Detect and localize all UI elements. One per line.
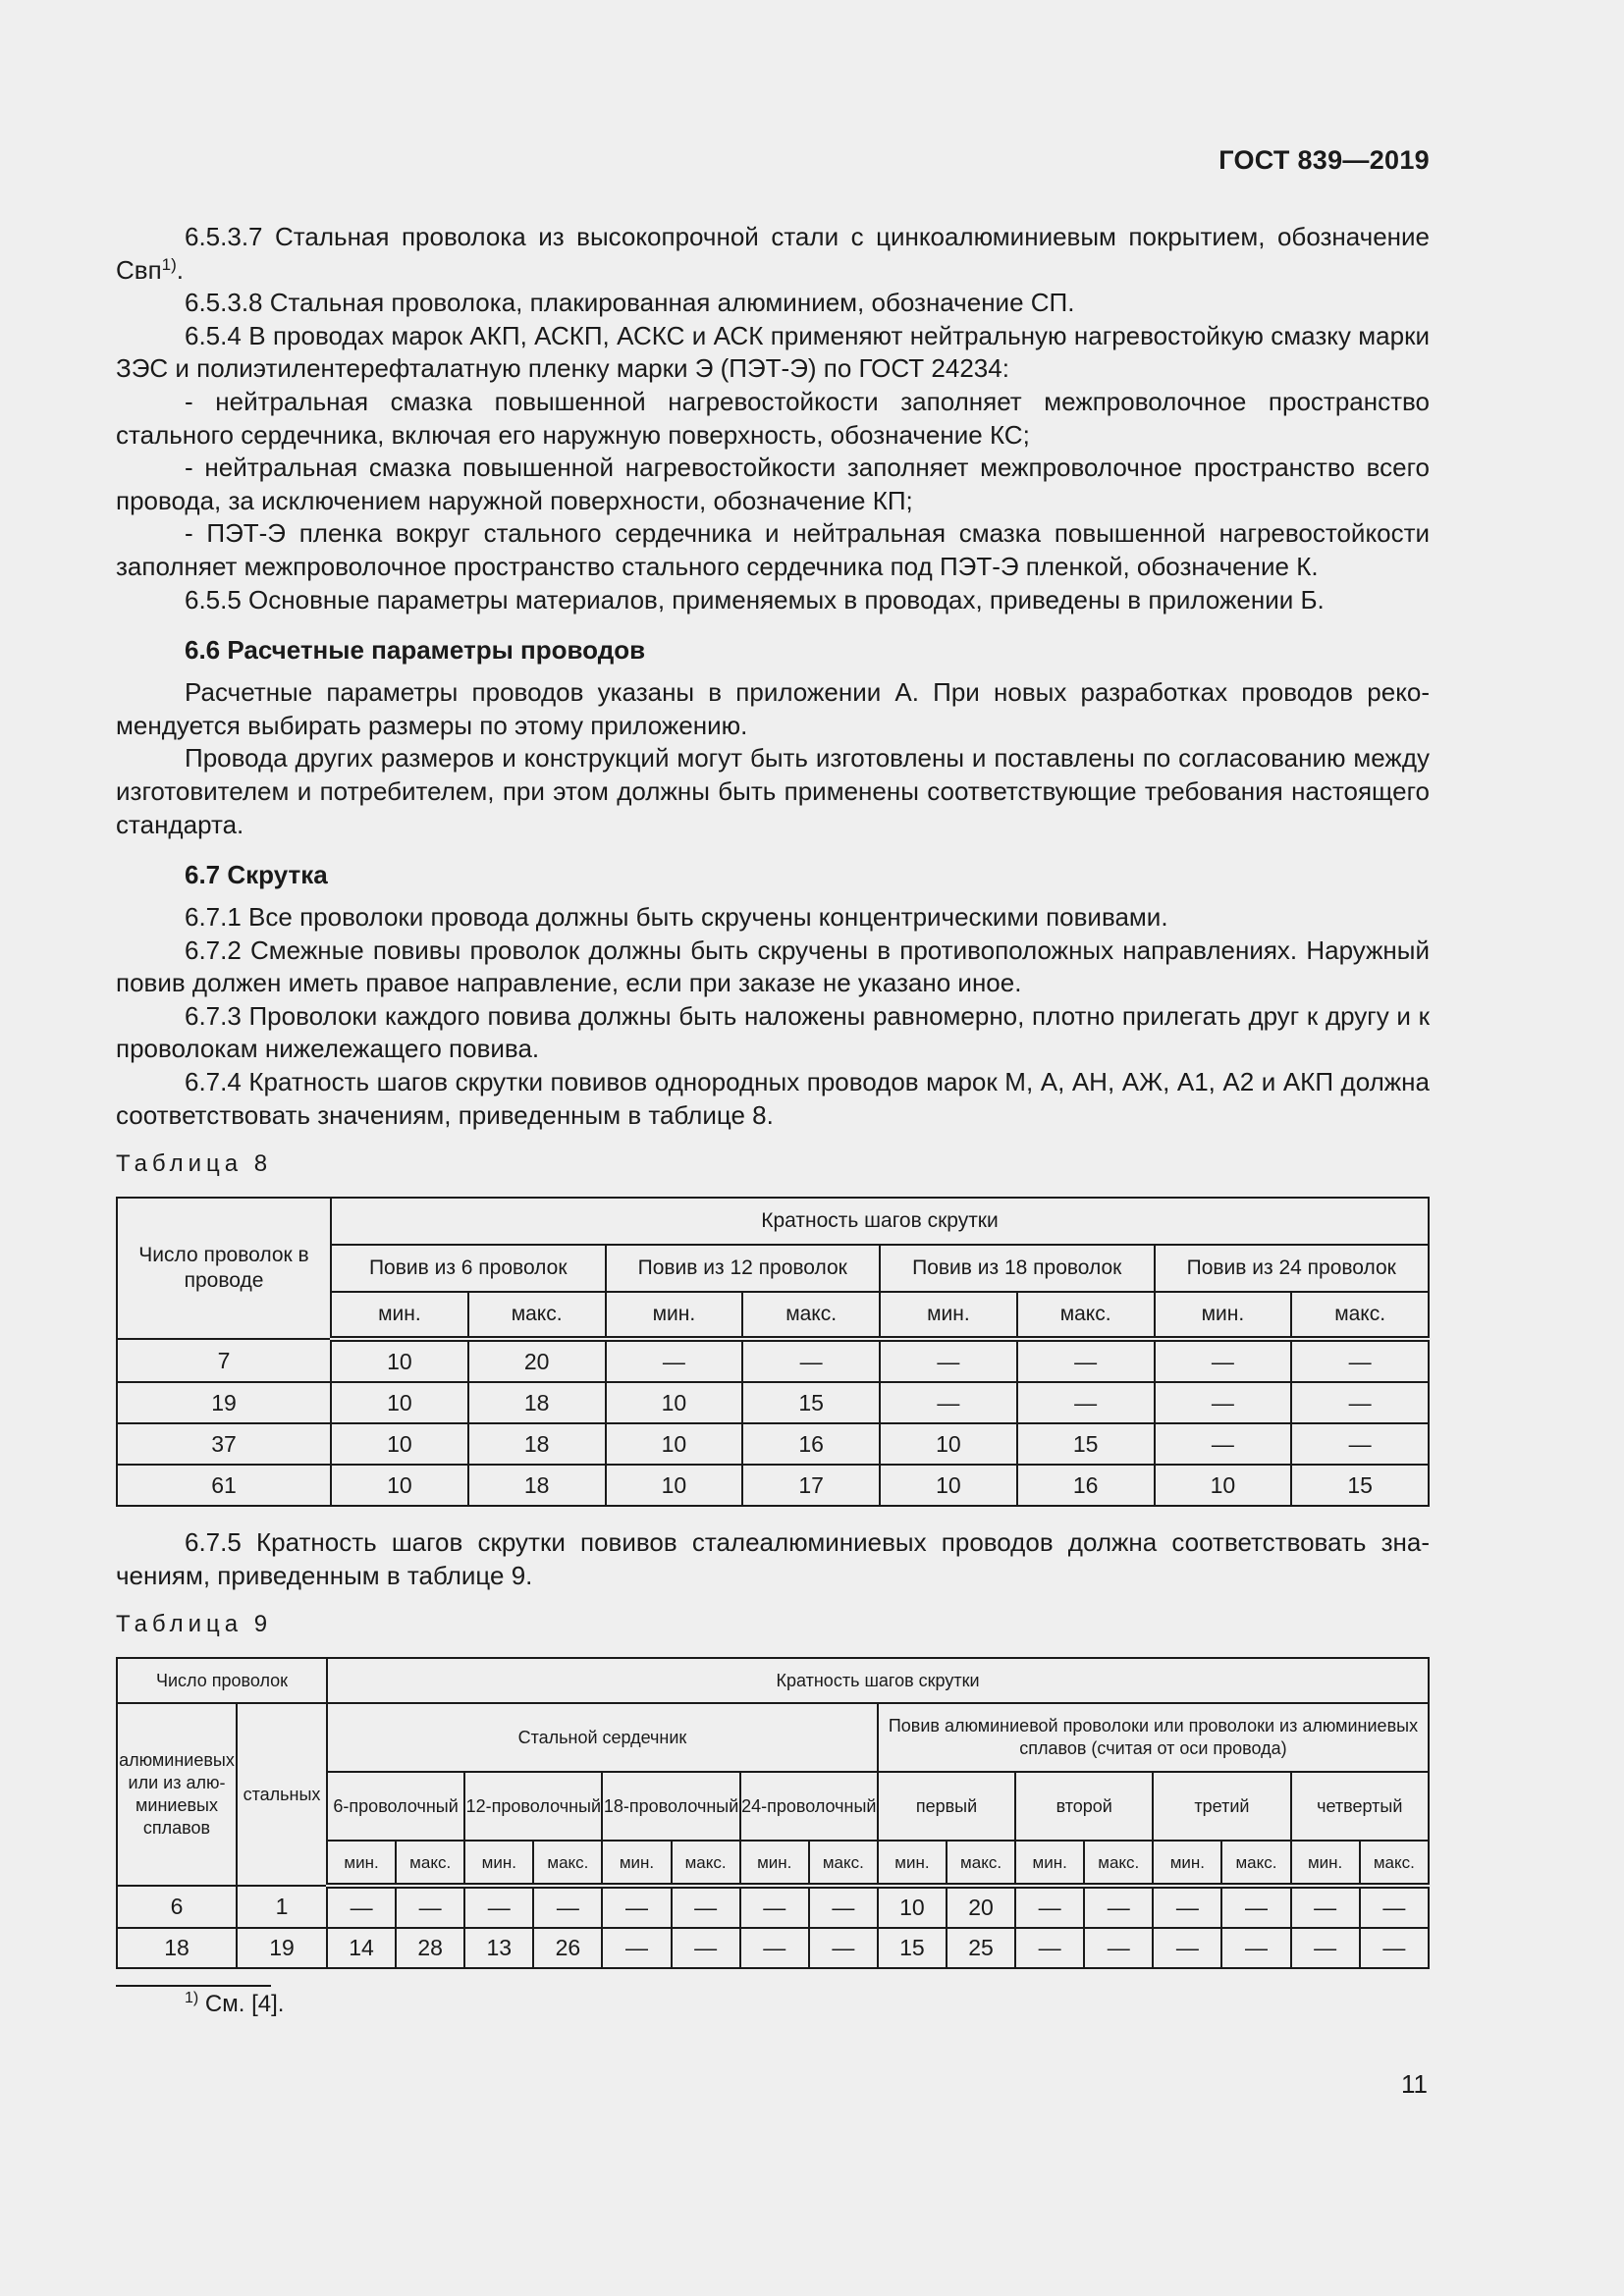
- table-header: алюминиевых или из алюминиевых сплавов: [117, 1703, 237, 1886]
- footnote-divider: [116, 1985, 271, 1987]
- table-cell: 10: [606, 1382, 743, 1423]
- table-cell: 37: [117, 1423, 331, 1465]
- paragraph-6-7-3: 6.7.3 Проволоки каждого повива должны быть наложены равномерно, плотно прилегать друг к другу и к проволокам нижележащего повива.: [116, 1000, 1430, 1064]
- table-header: мин.: [1015, 1841, 1084, 1886]
- table-cell: —: [1291, 1928, 1360, 1968]
- table-cell: 10: [331, 1382, 468, 1423]
- table-cell: —: [880, 1382, 1017, 1423]
- table-8-body: [117, 1339, 1429, 1506]
- table-cell: 18: [117, 1928, 237, 1968]
- table-cell: 10: [331, 1423, 468, 1465]
- table-header: Кратность шагов скрутки: [327, 1658, 1429, 1703]
- table-cell: —: [672, 1886, 740, 1928]
- table-cell: 18: [468, 1423, 606, 1465]
- paragraph-6-7-4: 6.7.4 Кратность шагов скрутки повивов однородных проводов марок М, А, АН, АЖ, А1, А2 и АКП должна соответствовать значениям, приведенным в таблице 8.: [116, 1067, 1430, 1130]
- table-cell: —: [1221, 1928, 1290, 1968]
- table-cell: 18: [468, 1465, 606, 1506]
- table-header: Повив из 12 проволок: [606, 1245, 881, 1292]
- table-header: 12-проволочный: [464, 1772, 602, 1841]
- table-cell: 16: [742, 1423, 880, 1465]
- table-8: [116, 1197, 1430, 1507]
- table-header: макс.: [468, 1292, 606, 1339]
- table-header: мин.: [880, 1292, 1017, 1339]
- table-cell: —: [1291, 1382, 1429, 1423]
- table-8-caption: Таблица 8: [116, 1150, 273, 1178]
- table-header: макс.: [1360, 1841, 1429, 1886]
- table-cell: —: [606, 1339, 743, 1382]
- table-cell: 13: [464, 1928, 533, 1968]
- table-cell: —: [1153, 1928, 1221, 1968]
- table-row: [117, 1465, 1429, 1506]
- table-cell: —: [396, 1886, 464, 1928]
- table-cell: —: [1155, 1382, 1292, 1423]
- page-content: [116, 221, 1430, 2018]
- table-cell: 10: [880, 1423, 1017, 1465]
- document-number: ГОСТ 839—2019: [1218, 145, 1430, 175]
- table-cell: —: [533, 1886, 602, 1928]
- table-header: четвертый: [1291, 1772, 1429, 1841]
- paragraph-6-7-2: 6.7.2 Смежные повивы проволок должны быть скручены в противоположных направлениях. Наружный повив должен иметь правое направление, если при заказе не указано иное.: [116, 934, 1430, 998]
- table-cell: —: [327, 1886, 396, 1928]
- list-item: - ПЭТ-Э пленка вокруг стального сердечника и нейтральная смазка повышенной нагревостойкости заполняет межпроволочное пространство стального сердечника под ПЭТ-Э пленкой, обозначение К.: [116, 518, 1430, 581]
- table-9: [116, 1657, 1430, 1969]
- paragraph-6-6-a: Расчетные параметры проводов указаны в приложении А. При новых разработках проводов рекомендуется выбирать размеры по этому приложению.: [116, 677, 1430, 740]
- table-header: Повив из 6 проволок: [331, 1245, 606, 1292]
- footnote-text: См. [4].: [204, 1991, 285, 2018]
- table-cell: 6: [117, 1886, 237, 1928]
- table-cell: —: [1153, 1886, 1221, 1928]
- table-cell: 26: [533, 1928, 602, 1968]
- table-header: стальных: [237, 1703, 327, 1886]
- table-header: Число проволок в проводе: [117, 1198, 331, 1339]
- table-cell: —: [1155, 1423, 1292, 1465]
- table-cell: 1: [237, 1886, 327, 1928]
- table-cell: 15: [742, 1382, 880, 1423]
- table-cell: 19: [117, 1382, 331, 1423]
- table-cell: —: [1155, 1339, 1292, 1382]
- table-header: мин.: [464, 1841, 533, 1886]
- table-cell: 10: [606, 1465, 743, 1506]
- table-header: Повив из 24 проволок: [1155, 1245, 1430, 1292]
- table-header: Повив из 18 проволок: [880, 1245, 1155, 1292]
- section-heading-6-6: 6.6 Расчетные параметры проводов: [185, 635, 646, 666]
- table-header: Повив алюминиевой проволоки или проволоки из алюминиевых сплавов (считая от оси провода): [878, 1703, 1429, 1772]
- table-header: мин.: [1153, 1841, 1221, 1886]
- table-header: мин.: [331, 1292, 468, 1339]
- table-cell: 28: [396, 1928, 464, 1968]
- table-cell: 20: [468, 1339, 606, 1382]
- table-header: второй: [1015, 1772, 1153, 1841]
- table-cell: 17: [742, 1465, 880, 1506]
- table-header: мин.: [327, 1841, 396, 1886]
- table-cell: —: [1015, 1928, 1084, 1968]
- table-cell: 10: [878, 1886, 947, 1928]
- table-header: макс.: [1221, 1841, 1290, 1886]
- table-cell: —: [742, 1339, 880, 1382]
- table-header: Стальной сердечник: [327, 1703, 878, 1772]
- table-cell: 10: [331, 1465, 468, 1506]
- table-cell: —: [880, 1339, 1017, 1382]
- table-cell: —: [1221, 1886, 1290, 1928]
- paragraph-6-5-3-7: 6.5.3.7 Стальная проволока из высокопрочной стали с цинкоалюминиевым покрытием, обозначение Свп$^{1)}$.: [116, 222, 1430, 285]
- table-cell: —: [1360, 1928, 1429, 1968]
- footnote-ref: 1): [161, 254, 177, 274]
- table-header: макс.: [809, 1841, 878, 1886]
- table-header: Кратность шагов скрутки: [331, 1198, 1429, 1245]
- table-header: мин.: [1155, 1292, 1292, 1339]
- table-cell: —: [1291, 1339, 1429, 1382]
- table-cell: 20: [947, 1886, 1015, 1928]
- page-number: 11: [1401, 2069, 1428, 2099]
- table-row: [117, 1423, 1429, 1465]
- table-cell: 15: [1017, 1423, 1155, 1465]
- table-cell: —: [1017, 1339, 1155, 1382]
- table-header: 18-проволочный: [602, 1772, 739, 1841]
- table-row: [117, 1339, 1429, 1382]
- paragraph-6-7-1: 6.7.1 Все проволоки провода должны быть скручены концентрическими повивами.: [185, 902, 1168, 933]
- table-header: 6-проволочный: [327, 1772, 464, 1841]
- table-header: макс.: [1084, 1841, 1153, 1886]
- table-header: мин.: [878, 1841, 947, 1886]
- table-header: третий: [1153, 1772, 1290, 1841]
- table-cell: 15: [878, 1928, 947, 1968]
- table-header: макс.: [1017, 1292, 1155, 1339]
- table-cell: 15: [1291, 1465, 1429, 1506]
- table-cell: —: [1360, 1886, 1429, 1928]
- list-item: - нейтральная смазка повышенной нагревостойкости заполняет межпроволочное пространство всего провода, за исключением наружной поверхности, обозначение КП;: [116, 453, 1430, 515]
- table-header: мин.: [602, 1841, 671, 1886]
- table-row: [117, 1928, 1429, 1968]
- table-header: макс.: [1291, 1292, 1429, 1339]
- paragraph-6-5-5: 6.5.5 Основные параметры материалов, применяемых в проводах, приведены в приложении Б.: [185, 584, 1325, 614]
- footnote-mark: 1): [185, 1990, 199, 2007]
- table-9-body: [117, 1886, 1429, 1968]
- table-cell: —: [602, 1886, 671, 1928]
- table-header: мин.: [1291, 1841, 1360, 1886]
- table-header: Число проволок: [117, 1658, 327, 1703]
- table-header: 24-проволочный: [740, 1772, 878, 1841]
- table-header: мин.: [740, 1841, 809, 1886]
- table-cell: —: [1084, 1928, 1153, 1968]
- table-cell: 10: [606, 1423, 743, 1465]
- table-cell: 16: [1017, 1465, 1155, 1506]
- table-cell: —: [1017, 1382, 1155, 1423]
- table-cell: —: [809, 1886, 878, 1928]
- paragraph-6-5-3-8: 6.5.3.8 Стальная проволока, плакированная алюминием, обозначение СП.: [185, 288, 1075, 318]
- paragraph-6-6-b: Провода других размеров и конструкций могут быть изготовлены и поставлены по согласованию между изготовителем и потребителем, при этом должны быть применены соответствующие требования настоящего стандарта.: [116, 743, 1430, 839]
- table-cell: —: [602, 1928, 671, 1968]
- section-heading-6-7: 6.7 Скрутка: [185, 860, 328, 890]
- paragraph-6-7-5: 6.7.5 Кратность шагов скрутки повивов сталеалюминиевых проводов должна соответствовать значениям, приведенным в таблице 9.: [116, 1527, 1430, 1590]
- table-cell: —: [809, 1928, 878, 1968]
- table-cell: 10: [880, 1465, 1017, 1506]
- table-cell: —: [740, 1928, 809, 1968]
- table-row: [117, 1382, 1429, 1423]
- table-cell: 61: [117, 1465, 331, 1506]
- paragraph-6-5-4: 6.5.4 В проводах марок АКП, АСКП, АСКС и АСК применяют нейтральную нагревостойкую смазку марки ЗЭС и полиэтилентерефталатную пленку марки Э (ПЭТ-Э) по ГОСТ 24234:: [116, 320, 1430, 384]
- table-header: макс.: [533, 1841, 602, 1886]
- table-header: первый: [878, 1772, 1015, 1841]
- table-header: мин.: [606, 1292, 743, 1339]
- table-header: макс.: [742, 1292, 880, 1339]
- table-cell: —: [1084, 1886, 1153, 1928]
- table-cell: 19: [237, 1928, 327, 1968]
- table-cell: —: [672, 1928, 740, 1968]
- table-cell: 14: [327, 1928, 396, 1968]
- table-cell: —: [1291, 1886, 1360, 1928]
- table-cell: 18: [468, 1382, 606, 1423]
- list-item: - нейтральная смазка повышенной нагревостойкости заполняет межпроволочное пространство стального сердечника, включая его наружную поверхность, обозначение КС;: [116, 386, 1430, 450]
- table-cell: 25: [947, 1928, 1015, 1968]
- table-header: макс.: [396, 1841, 464, 1886]
- table-cell: 10: [1155, 1465, 1292, 1506]
- table-cell: 10: [331, 1339, 468, 1382]
- table-cell: 7: [117, 1339, 331, 1382]
- table-cell: —: [464, 1886, 533, 1928]
- table-cell: —: [1015, 1886, 1084, 1928]
- table-row: [117, 1886, 1429, 1928]
- table-cell: —: [1291, 1423, 1429, 1465]
- table-header: макс.: [672, 1841, 740, 1886]
- table-cell: —: [740, 1886, 809, 1928]
- footnote: [185, 1991, 1430, 2018]
- table-9-caption: Таблица 9: [116, 1611, 273, 1638]
- table-header: макс.: [947, 1841, 1015, 1886]
